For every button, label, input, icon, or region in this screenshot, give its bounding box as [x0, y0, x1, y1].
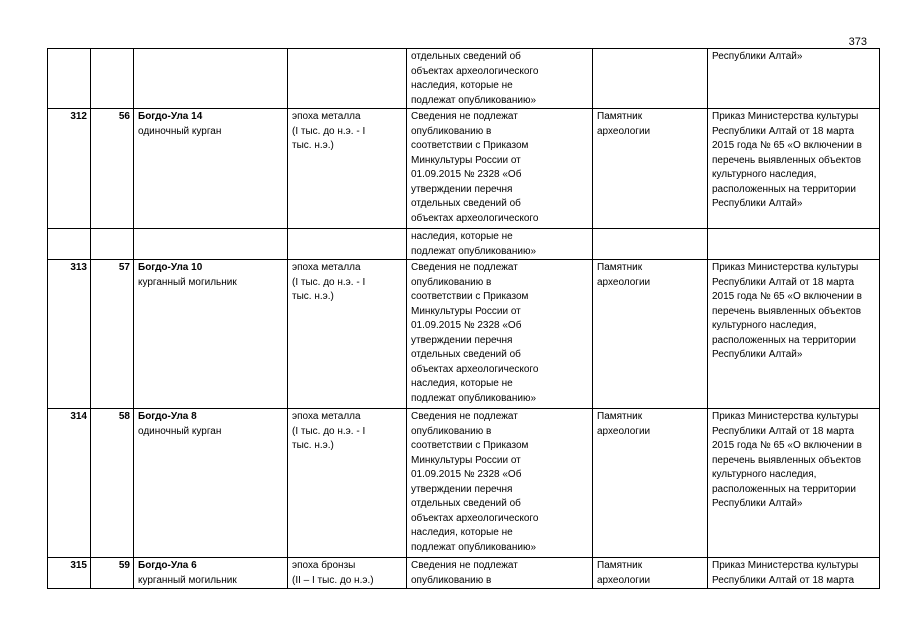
note: наследия, которые не подлежат опубликованию»: [411, 231, 537, 257]
period: эпоха металла (I тыс. до н.э. - I тыс. н.э.): [292, 262, 366, 302]
order-cell: [708, 558, 880, 589]
category-cell: [593, 260, 708, 409]
order-cell: [708, 229, 880, 260]
period-cell: [288, 229, 407, 260]
row-subnumber: 57: [91, 260, 134, 409]
period: эпоха металла (I тыс. до н.э. - I тыс. н.э.): [292, 111, 366, 151]
row-subnumber: 58: [91, 409, 134, 558]
table-row: [48, 229, 880, 260]
period-cell: [288, 558, 407, 589]
order: Республики Алтай»: [712, 51, 803, 62]
page-number: 373: [848, 36, 867, 48]
row-subnumber: [91, 229, 134, 260]
table-row: [48, 109, 880, 229]
site-type: одиночный курган: [138, 125, 222, 137]
category-cell: [593, 409, 708, 558]
site-type: курганный могильник: [138, 574, 237, 586]
site-name-cell: [134, 409, 288, 558]
period: эпоха металла (I тыс. до н.э. - I тыс. н.э.): [292, 411, 366, 451]
order: Приказ Министерства культуры Республики Алтай от 18 марта 2015 года № 65 «О включении в перечень выявленных объектов культурного наследия, расположенных на территории Республики Алтай»: [712, 262, 862, 360]
period-cell: [288, 409, 407, 558]
row-subnumber: 56: [91, 109, 134, 229]
note: Сведения не подлежат опубликованию в соответствии с Приказом Минкультуры России от 01.09.2015 № 2328 «Об утверждении перечня отдельных сведений об объектах археологического наследия, которые не подлежат опубликованию»: [411, 262, 539, 404]
category-cell: [593, 109, 708, 229]
note-cell: [407, 260, 593, 409]
category: Памятник археологии: [597, 560, 651, 586]
category: Памятник археологии: [597, 411, 651, 437]
site-type: одиночный курган: [138, 425, 222, 437]
period-cell: [288, 49, 407, 109]
row-subnumber: 59: [91, 558, 134, 589]
note: Сведения не подлежат опубликованию в соответствии с Приказом Минкультуры России от 01.09.2015 № 2328 «Об утверждении перечня отдельных сведений об объектах археологического: [411, 111, 539, 224]
period-cell: [288, 109, 407, 229]
heritage-registry-table: [47, 48, 880, 589]
site-name-cell: [134, 229, 288, 260]
site-name-cell: [134, 260, 288, 409]
category: Памятник археологии: [597, 262, 651, 288]
category: Памятник археологии: [597, 111, 651, 137]
note: Сведения не подлежат опубликованию в соответствии с Приказом Минкультуры России от 01.09.2015 № 2328 «Об утверждении перечня отдельных сведений об объектах археологического наследия, которые не подлежат опубликованию»: [411, 411, 539, 553]
site-name: Богдо-Ула 10: [138, 262, 203, 273]
row-number: 314: [48, 409, 91, 558]
order-cell: [708, 49, 880, 109]
note-cell: [407, 229, 593, 260]
row-number: 313: [48, 260, 91, 409]
row-number: 312: [48, 109, 91, 229]
site-name: Богдо-Ула 8: [138, 411, 197, 422]
site-name-cell: [134, 558, 288, 589]
note: Сведения не подлежат опубликованию в: [411, 560, 518, 586]
note-cell: [407, 409, 593, 558]
row-number: [48, 49, 91, 109]
category-cell: [593, 49, 708, 109]
order: Приказ Министерства культуры Республики Алтай от 18 марта 2015 года № 65 «О включении в перечень выявленных объектов культурного наследия, расположенных на территории Республики Алтай»: [712, 411, 862, 509]
row-subnumber: [91, 49, 134, 109]
note-cell: [407, 109, 593, 229]
category-cell: [593, 558, 708, 589]
order: Приказ Министерства культуры Республики Алтай от 18 марта: [712, 560, 859, 586]
site-type: курганный могильник: [138, 276, 237, 288]
table-row: [48, 558, 880, 589]
order-cell: [708, 260, 880, 409]
category-cell: [593, 229, 708, 260]
site-name: Богдо-Ула 14: [138, 111, 203, 122]
row-number: [48, 229, 91, 260]
period-cell: [288, 260, 407, 409]
order-cell: [708, 109, 880, 229]
order-cell: [708, 409, 880, 558]
note: отдельных сведений об объектах археологического наследия, которые не подлежат опубликованию»: [411, 51, 539, 106]
table-row: [48, 260, 880, 409]
table-row: [48, 49, 880, 109]
table-row: [48, 409, 880, 558]
period: эпоха бронзы (II – I тыс. до н.э.): [292, 560, 374, 586]
order: Приказ Министерства культуры Республики Алтай от 18 марта 2015 года № 65 «О включении в перечень выявленных объектов культурного наследия, расположенных на территории Республики Алтай»: [712, 111, 862, 209]
site-name: Богдо-Ула 6: [138, 560, 197, 571]
row-number: 315: [48, 558, 91, 589]
note-cell: [407, 49, 593, 109]
site-name-cell: [134, 49, 288, 109]
note-cell: [407, 558, 593, 589]
site-name-cell: [134, 109, 288, 229]
